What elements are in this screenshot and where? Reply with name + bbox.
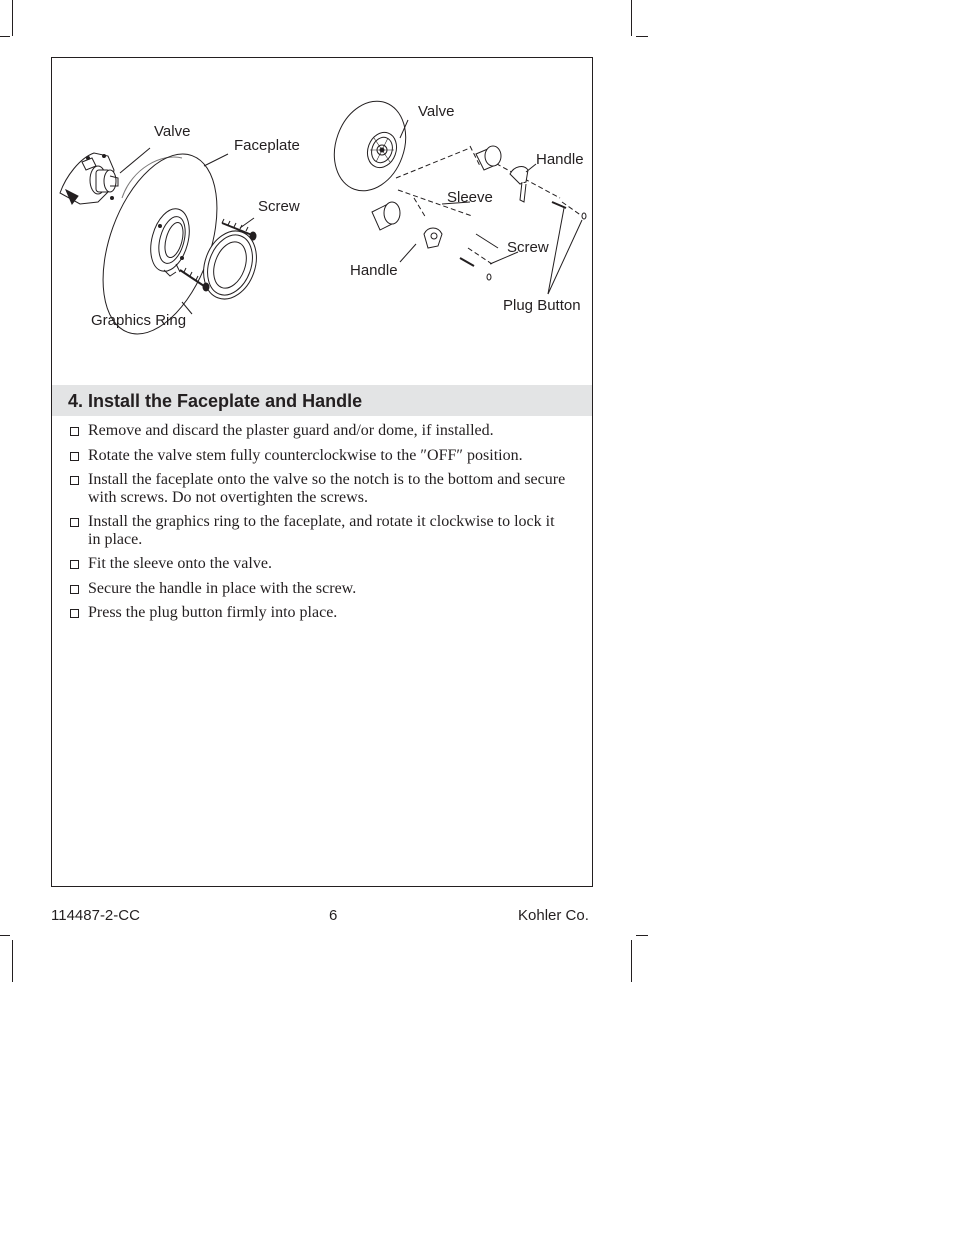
checkbox-icon	[70, 452, 79, 461]
crop-mark	[12, 940, 13, 982]
step-list	[68, 422, 568, 629]
right-valve-drawing	[322, 91, 417, 201]
label-left-graphics-ring: Graphics Ring	[91, 312, 187, 329]
label-right-screw: Screw	[507, 239, 549, 256]
step-text: Secure the handle in place with the screw.	[88, 579, 357, 597]
checkbox-icon	[70, 518, 79, 527]
step-text: Press the plug button firmly into place.	[88, 604, 338, 621]
checkbox-icon	[70, 609, 79, 618]
checkbox-icon	[70, 476, 79, 485]
step-text: Remove and discard the plaster guard and/or dome, if installed.	[88, 422, 494, 439]
crop-mark	[0, 36, 10, 37]
right-handle-drawing	[424, 167, 528, 248]
list-item	[68, 422, 568, 440]
label-right-handle-top: Handle	[536, 151, 584, 168]
exploded-assembly-diagram	[52, 58, 592, 385]
step-text: Rotate the valve stem fully counterclockwise to the ″OFF″ position.	[88, 446, 523, 464]
diagram-artwork	[52, 58, 592, 385]
crop-mark	[636, 935, 648, 936]
label-right-valve: Valve	[418, 103, 455, 120]
label-right-handle-bottom: Handle	[350, 262, 398, 279]
footer-company: Kohler Co.	[518, 907, 589, 924]
label-right-sleeve: Sleeve	[447, 189, 493, 206]
section-heading: 4. Install the Faceplate and Handle	[68, 391, 363, 411]
crop-mark	[631, 0, 632, 36]
step-text: Install the faceplate onto the valve so the notch is to the bottom and secure with screws. Do not overtighten the screws.	[88, 471, 566, 506]
crop-mark	[0, 935, 10, 936]
list-item	[68, 513, 568, 548]
list-item	[68, 555, 568, 573]
label-left-faceplate: Faceplate	[234, 137, 300, 154]
checkbox-icon	[70, 560, 79, 569]
step-text: Fit the sleeve onto the valve.	[88, 555, 272, 572]
crop-mark	[631, 940, 632, 982]
section-header-band	[52, 385, 592, 416]
footer-doc-number: 114487-2-CC	[51, 907, 140, 924]
left-valve-drawing	[60, 153, 118, 204]
checkbox-icon	[70, 427, 79, 436]
list-item	[68, 580, 568, 598]
list-item	[68, 604, 568, 622]
crop-mark	[636, 36, 648, 37]
list-item	[68, 471, 568, 506]
step-text: Install the graphics ring to the faceplate, and rotate it clockwise to lock it in place.	[88, 513, 555, 548]
label-left-screw: Screw	[258, 198, 300, 215]
checkbox-icon	[70, 585, 79, 594]
label-right-plug-button: Plug Button	[503, 297, 581, 314]
list-item	[68, 447, 568, 465]
instruction-panel	[51, 57, 593, 887]
crop-mark	[12, 0, 13, 36]
label-left-valve: Valve	[154, 123, 191, 140]
footer-page-number: 6	[329, 907, 338, 924]
